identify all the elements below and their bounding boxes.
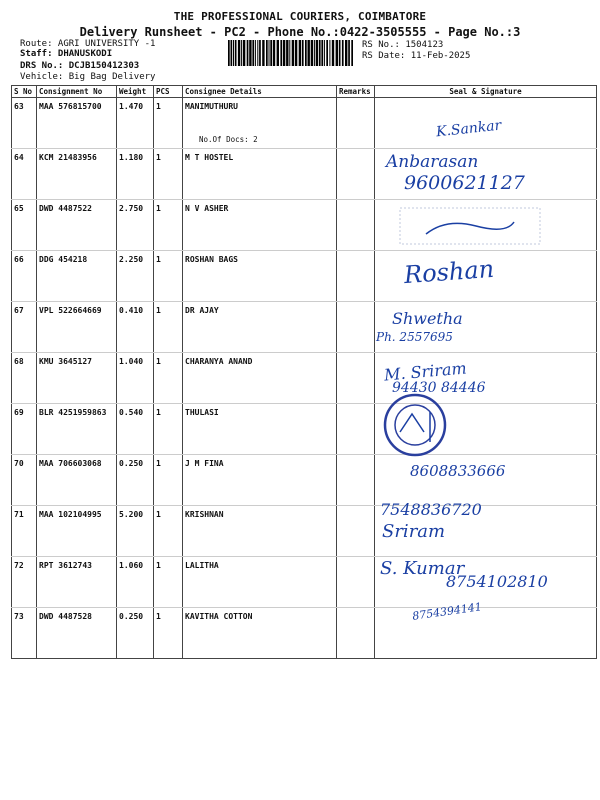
cell-weight: 0.250 <box>117 455 154 506</box>
barcode-bar <box>299 40 301 66</box>
cell-consignment: RPT 3612743 <box>37 557 117 608</box>
signature-71-name: Sriram <box>382 521 446 542</box>
cell-signature <box>375 557 597 608</box>
cell-pcs: 1 <box>154 98 183 149</box>
table-row <box>12 557 597 608</box>
table-row <box>12 404 597 455</box>
cell-consignment: DWD 4487522 <box>37 200 117 251</box>
cell-consignee: ROSHAN BAGS <box>183 251 337 302</box>
barcode-bar <box>332 40 334 66</box>
col-consignment: Consignment No <box>37 86 117 98</box>
cell-consignee: M T HOSTEL <box>183 149 337 200</box>
barcode-bar <box>243 40 245 66</box>
table-row <box>12 98 597 149</box>
signature-64-name: Anbarasan <box>386 152 479 172</box>
cell-sno: 71 <box>12 506 37 557</box>
cell-consignment: MAA 706603068 <box>37 455 117 506</box>
signature-68-phone: 94430 84446 <box>392 380 486 396</box>
cell-remarks <box>337 251 375 302</box>
cell-signature <box>375 404 597 455</box>
col-pcs: PCS <box>154 86 183 98</box>
cell-consignee: THULASI <box>183 404 337 455</box>
cell-consignment: DWD 4487528 <box>37 608 117 659</box>
barcode-bar <box>252 40 254 66</box>
barcode-bar <box>235 40 237 66</box>
barcode-bar <box>247 40 249 66</box>
cell-sno: 68 <box>12 353 37 404</box>
table-row <box>12 608 597 659</box>
cell-consignee: MANIMUTHURU No.Of Docs: 2 <box>183 98 337 149</box>
staff-label: Staff: DHANUSKODI <box>20 49 113 59</box>
cell-signature <box>375 200 597 251</box>
barcode-bar <box>339 40 341 66</box>
cell-signature <box>375 608 597 659</box>
barcode-bar <box>289 40 290 66</box>
signature-64-phone: 9600621127 <box>404 172 525 194</box>
barcode-bar <box>255 40 256 66</box>
cell-pcs: 1 <box>154 506 183 557</box>
cell-remarks <box>337 353 375 404</box>
cell-weight: 0.410 <box>117 302 154 353</box>
cell-sno: 72 <box>12 557 37 608</box>
barcode-bar <box>321 40 323 66</box>
cell-weight: 0.540 <box>117 404 154 455</box>
signature-70-phone: 8608833666 <box>410 462 506 480</box>
cell-consignee: LALITHA <box>183 557 337 608</box>
barcode-bar <box>348 40 350 66</box>
cell-remarks <box>337 149 375 200</box>
cell-remarks <box>337 608 375 659</box>
barcode-bar <box>302 40 304 66</box>
barcode-bar <box>283 40 285 66</box>
cell-weight: 5.200 <box>117 506 154 557</box>
cell-pcs: 1 <box>154 353 183 404</box>
barcode-bar <box>280 40 282 66</box>
cell-consignee: KRISHNAN <box>183 506 337 557</box>
cell-remarks <box>337 98 375 149</box>
barcode-bar <box>329 40 330 66</box>
route-label: Route: AGRI UNIVERSITY -1 <box>20 39 156 49</box>
barcode-bar <box>295 40 297 66</box>
col-weight: Weight <box>117 86 154 98</box>
table-row <box>12 251 597 302</box>
table-row <box>12 200 597 251</box>
barcode-bar <box>262 40 264 66</box>
cell-consignee: N V ASHER <box>183 200 337 251</box>
cell-remarks <box>337 404 375 455</box>
company-name: THE PROFESSIONAL COURIERS, COIMBATORE <box>173 10 427 23</box>
barcode-bar <box>277 40 279 66</box>
rs-number: RS No.: 1504123 <box>362 40 444 50</box>
barcode-bar <box>269 40 270 66</box>
signature-66: Roshan <box>403 254 495 290</box>
barcode-bar <box>311 40 313 66</box>
cell-consignment: DDG 454218 <box>37 251 117 302</box>
cell-consignment: MAA 102104995 <box>37 506 117 557</box>
barcode-image <box>228 40 356 66</box>
barcode-bar <box>286 40 288 66</box>
signature-72-name: S. Kumar <box>380 558 465 579</box>
barcode-bar <box>249 40 251 66</box>
barcode-bar <box>292 40 294 66</box>
cell-signature <box>375 353 597 404</box>
barcode-bar <box>241 40 242 66</box>
cell-consignee: DR AJAY <box>183 302 337 353</box>
signature-72-phone: 8754102810 <box>446 572 548 591</box>
cell-signature <box>375 251 597 302</box>
cell-sno: 66 <box>12 251 37 302</box>
barcode-bar <box>305 40 307 66</box>
col-remarks: Remarks <box>337 86 375 98</box>
cell-consignee: J M FINA <box>183 455 337 506</box>
col-consignee: Consignee Details <box>183 86 337 98</box>
barcode-bar <box>270 40 272 66</box>
barcode-bar <box>326 40 328 66</box>
signature-73: 8754394141 <box>411 600 483 623</box>
cell-sno: 73 <box>12 608 37 659</box>
signature-63: K.Sankar <box>435 117 503 141</box>
rs-date: RS Date: 11-Feb-2025 <box>362 51 471 61</box>
signature-68-name: M. Sriram <box>383 358 468 385</box>
cell-pcs: 1 <box>154 200 183 251</box>
cell-consignee: KAVITHA COTTON <box>183 608 337 659</box>
col-signature: Seal & Signature <box>375 86 597 98</box>
cell-pcs: 1 <box>154 251 183 302</box>
table-row <box>12 455 597 506</box>
cell-sno: 69 <box>12 404 37 455</box>
cell-pcs: 1 <box>154 404 183 455</box>
cell-remarks <box>337 506 375 557</box>
delivery-table <box>11 85 597 659</box>
barcode-bar <box>319 40 321 66</box>
cell-sno: 64 <box>12 149 37 200</box>
cell-pcs: 1 <box>154 557 183 608</box>
cell-weight: 2.250 <box>117 251 154 302</box>
table-row <box>12 353 597 404</box>
cell-consignment: KMU 3645127 <box>37 353 117 404</box>
cell-pcs: 1 <box>154 302 183 353</box>
cell-sno: 70 <box>12 455 37 506</box>
signature-71-phone: 7548836720 <box>380 500 482 519</box>
cell-signature <box>375 302 597 353</box>
cell-weight: 1.060 <box>117 557 154 608</box>
cell-weight: 0.250 <box>117 608 154 659</box>
barcode-bar <box>228 40 230 66</box>
cell-sno: 67 <box>12 302 37 353</box>
barcode-bar <box>342 40 344 66</box>
cell-signature <box>375 506 597 557</box>
cell-pcs: 1 <box>154 608 183 659</box>
cell-consignment: VPL 522664669 <box>37 302 117 353</box>
cell-signature <box>375 98 597 149</box>
barcode-bar <box>259 40 261 66</box>
cell-consignee: CHARANYA ANAND <box>183 353 337 404</box>
cell-signature <box>375 149 597 200</box>
col-sno: S No <box>12 86 37 98</box>
barcode-bar <box>257 40 258 66</box>
cell-remarks <box>337 557 375 608</box>
runsheet-title: Delivery Runsheet - PC2 - Phone No.:0422-3505555 - Page No.:3 <box>79 25 521 39</box>
barcode-bar <box>324 40 325 66</box>
cell-consignment: KCM 21483956 <box>37 149 117 200</box>
barcode-bar <box>314 40 315 66</box>
barcode-bar <box>316 40 318 66</box>
barcode-bar <box>336 40 338 66</box>
cell-consignment: BLR 4251959863 <box>37 404 117 455</box>
table-header-row <box>12 86 597 98</box>
cell-remarks <box>337 302 375 353</box>
cell-signature <box>375 455 597 506</box>
barcode-bar <box>351 40 353 66</box>
barcode-bar <box>233 40 234 66</box>
cell-sno: 65 <box>12 200 37 251</box>
docs-count: No.Of Docs: 2 <box>199 135 258 144</box>
cell-weight: 1.470 <box>117 98 154 149</box>
cell-pcs: 1 <box>154 455 183 506</box>
barcode-bar <box>231 40 233 66</box>
barcode-bar <box>345 40 347 66</box>
signature-67-name: Shwetha <box>392 309 463 328</box>
vehicle-label: Vehicle: Big Bag Delivery <box>20 72 156 82</box>
barcode-bar <box>308 40 310 66</box>
cell-remarks <box>337 200 375 251</box>
cell-sno: 63 <box>12 98 37 149</box>
table-row <box>12 506 597 557</box>
table-row <box>12 302 597 353</box>
table-row <box>12 149 597 200</box>
cell-remarks <box>337 455 375 506</box>
cell-weight: 2.750 <box>117 200 154 251</box>
signature-67-phone: Ph. 2557695 <box>376 330 453 344</box>
cell-weight: 1.040 <box>117 353 154 404</box>
cell-consignment: MAA 576815700 <box>37 98 117 149</box>
drs-number: DRS No.: DCJB150412303 <box>20 61 140 71</box>
barcode-bar <box>238 40 240 66</box>
cell-pcs: 1 <box>154 149 183 200</box>
barcode-bar <box>266 40 268 66</box>
cell-weight: 1.180 <box>117 149 154 200</box>
barcode-bar <box>273 40 275 66</box>
